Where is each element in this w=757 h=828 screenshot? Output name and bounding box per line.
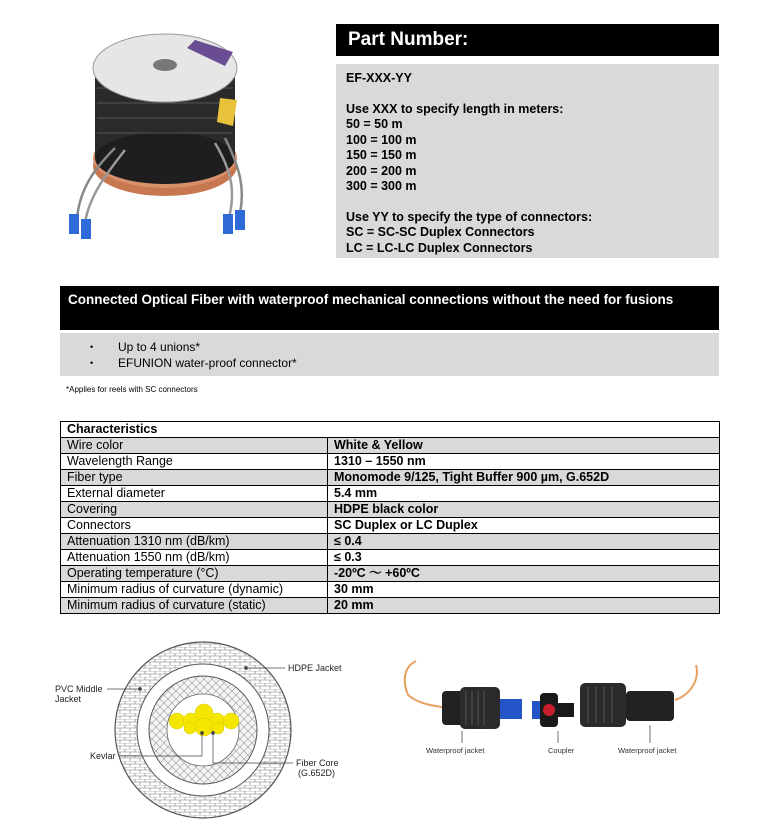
row-label: Fiber type [61,470,328,486]
table-row [61,534,720,550]
table-row [61,486,720,502]
row-value: ≤ 0.3 [328,550,720,566]
row-label: Wire color [61,438,328,454]
characteristics-table [60,421,720,614]
part-number-panel [336,64,719,258]
row-value: -20ºC ～ +60ºC [328,566,720,582]
waterproof-jacket-left-label: Waterproof jacket [426,746,485,755]
connector-option: LC = LC-LC Duplex Connectors [346,240,533,255]
connector-intro: Use YY to specify the type of connectors: [346,209,593,224]
connector-option: SC = SC-SC Duplex Connectors [346,225,535,239]
row-value: 20 mm [328,598,720,614]
table-row [61,454,720,470]
table-row [61,582,720,598]
table-row [61,550,720,566]
table-row [61,502,720,518]
waterproof-connector-image [400,655,705,775]
table-row [61,470,720,486]
table-row [61,598,720,614]
kevlar-label: Kevlar [90,751,116,761]
row-value: White & Yellow [328,438,720,454]
table-row [61,518,720,534]
section-heading: Connected Optical Fiber with waterproof mechanical connections without the need for fusions [60,286,719,330]
length-option: 300 = 300 m [346,179,417,193]
pvc-jacket-label: Jacket [55,694,82,704]
length-option: 100 = 100 m [346,132,417,147]
length-intro: Use XXX to specify length in meters: [346,101,564,116]
row-label: Minimum radius of curvature (static) [61,598,328,614]
table-header-row [61,422,720,438]
footnote: *Applies for reels with SC connectors [66,385,198,394]
length-option: 50 = 50 m [346,117,403,131]
row-value: HDPE black color [328,502,720,518]
hdpe-jacket-label: HDPE Jacket [288,663,342,673]
fiber-reel-image [55,18,270,248]
feature-list [60,333,719,376]
row-value: ≤ 0.4 [328,534,720,550]
list-item: • Up to 4 unions* [90,339,719,355]
row-value: 1310 – 1550 nm [328,454,720,470]
row-label: Attenuation 1550 nm (dB/km) [61,550,328,566]
row-label: Wavelength Range [61,454,328,470]
part-number-code: EF-XXX-YY [346,71,412,85]
row-label: Covering [61,502,328,518]
row-label: Attenuation 1310 nm (dB/km) [61,534,328,550]
row-value: Monomode 9/125, Tight Buffer 900 µm, G.652D [328,470,720,486]
list-item: • EFUNION water-proof connector* [90,355,719,371]
length-option: 200 = 200 m [346,163,417,178]
fiber-core-label: Fiber Core [296,758,339,768]
row-value: 30 mm [328,582,720,598]
coupler-label: Coupler [548,746,575,755]
cable-cross-section-diagram [40,635,360,825]
row-label: Connectors [61,518,328,534]
row-label: External diameter [61,486,328,502]
pvc-jacket-label: PVC Middle [55,684,103,694]
row-label: Minimum radius of curvature (dynamic) [61,582,328,598]
fiber-core-label: (G.652D) [298,768,336,778]
table-title: Characteristics [61,422,720,438]
row-value: 5.4 mm [328,486,720,502]
part-number-header: Part Number: [336,24,719,56]
table-row [61,438,720,454]
row-label: Operating temperature (°C) [61,566,328,582]
length-option: 150 = 150 m [346,148,417,162]
waterproof-jacket-right-label: Waterproof jacket [618,746,677,755]
row-value: SC Duplex or LC Duplex [328,518,720,534]
table-row [61,566,720,582]
